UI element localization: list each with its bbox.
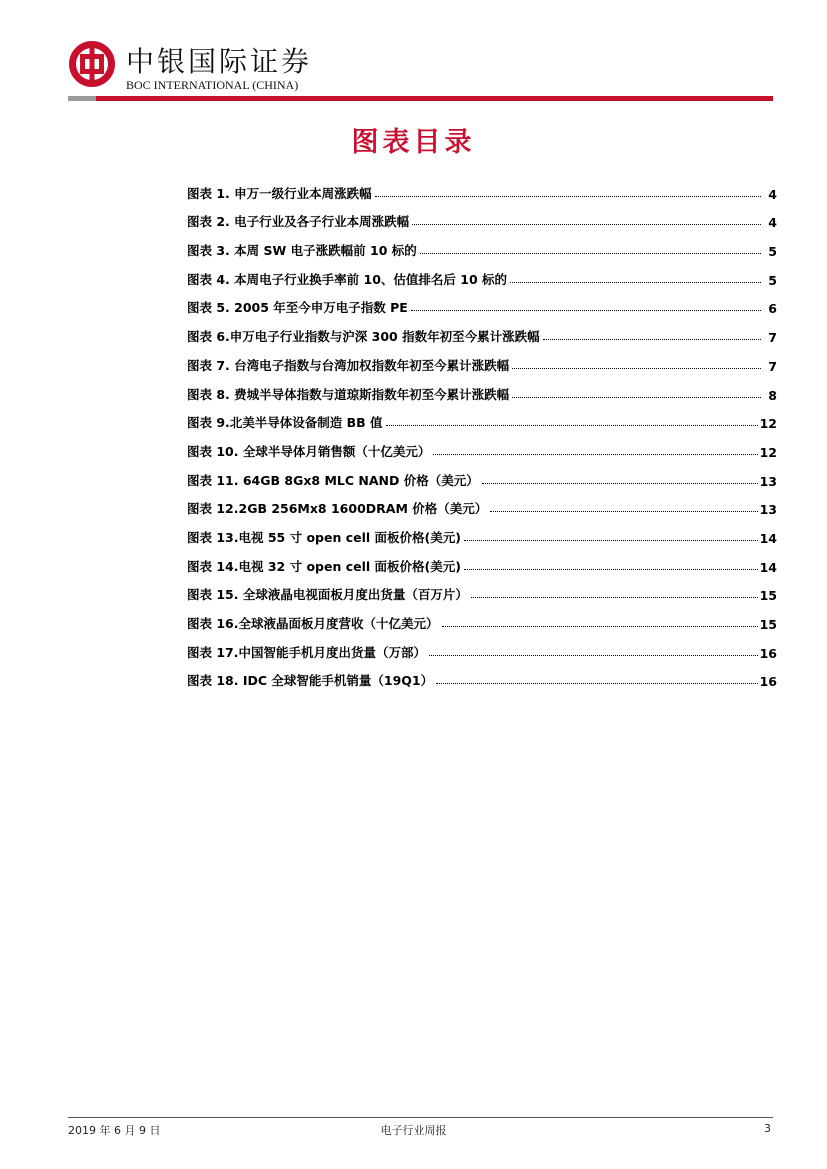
toc-dot-leader [512, 368, 761, 369]
toc-row-label[interactable]: 图表 7. 台湾电子指数与台湾加权指数年初至今累计涨跌幅 [187, 357, 510, 373]
toc-dot-leader [412, 224, 761, 225]
toc-row[interactable] [187, 403, 777, 432]
toc-dot-leader [512, 397, 761, 398]
toc-dot-leader [464, 540, 758, 541]
toc-row-page[interactable]: 13 [759, 473, 777, 489]
table-of-figures [187, 173, 777, 689]
toc-row-label[interactable]: 图表 18. IDC 全球智能手机销量（19Q1） [187, 673, 434, 689]
toc-row-page[interactable]: 12 [759, 416, 777, 432]
toc-row-label[interactable]: 图表 15. 全球液晶电视面板月度出货量（百万片） [187, 587, 468, 603]
toc-row[interactable] [187, 489, 777, 518]
toc-row-label[interactable]: 图表 3. 本周 SW 电子涨跌幅前 10 标的 [187, 243, 417, 259]
toc-row-page[interactable]: 5 [768, 244, 777, 260]
toc-row[interactable] [187, 632, 777, 661]
header-rule-red [96, 96, 773, 101]
toc-row-label[interactable]: 图表 1. 申万一级行业本周涨跌幅 [187, 185, 372, 201]
toc-dot-leader [510, 282, 761, 283]
toc-row-page[interactable]: 15 [759, 617, 777, 632]
toc-dot-leader [386, 425, 758, 426]
toc-row-page[interactable]: 16 [759, 674, 777, 690]
toc-dot-leader [420, 253, 761, 254]
toc-dot-leader [482, 483, 758, 484]
toc-row[interactable] [187, 575, 777, 604]
toc-row[interactable] [187, 230, 777, 259]
toc-dot-leader [442, 626, 758, 627]
toc-row[interactable] [187, 603, 777, 632]
toc-row[interactable] [187, 259, 777, 288]
toc-row-page[interactable]: 5 [768, 272, 777, 288]
toc-row-label[interactable]: 图表 10. 全球半导体月销售额（十亿美元） [187, 443, 431, 459]
page-title: 图表目录 [351, 127, 476, 158]
toc-row-page[interactable]: 4 [768, 186, 777, 202]
toc-row[interactable] [187, 374, 777, 403]
toc-dot-leader [375, 196, 761, 197]
toc-row-label[interactable]: 图表 13.电视 55 寸 open cell 面板价格(美元) [187, 529, 461, 545]
toc-row[interactable] [187, 661, 777, 690]
toc-row-label[interactable]: 图表 8. 费城半导体指数与道琼斯指数年初至今累计涨跌幅 [187, 386, 510, 402]
toc-row-label[interactable]: 图表 17.中国智能手机月度出货量（万部） [187, 644, 426, 660]
toc-dot-leader [411, 310, 761, 311]
footer-page-number: 3 [764, 1122, 771, 1135]
toc-row-page[interactable]: 12 [759, 444, 777, 460]
bank-of-china-logo-icon [68, 40, 116, 88]
toc-row-page[interactable]: 16 [759, 645, 777, 661]
header-rule [68, 96, 773, 101]
toc-row-label[interactable]: 图表 14.电视 32 寸 open cell 面板价格(美元) [187, 558, 461, 574]
toc-row-page[interactable]: 14 [759, 530, 777, 546]
toc-row-label[interactable]: 图表 5. 2005 年至今申万电子指数 PE [187, 300, 408, 316]
toc-row[interactable] [187, 202, 777, 231]
toc-row-page[interactable]: 13 [759, 502, 777, 518]
toc-row-label[interactable]: 图表 9.北美半导体设备制造 BB 值 [187, 415, 383, 431]
toc-dot-leader [433, 454, 757, 455]
brand-name-cn: 中银国际证券 [126, 45, 313, 78]
toc-row-page[interactable]: 4 [768, 215, 777, 231]
toc-row-page[interactable]: 7 [768, 358, 777, 374]
toc-dot-leader [464, 569, 758, 570]
toc-dot-leader [429, 655, 758, 656]
toc-row[interactable] [187, 431, 777, 460]
toc-row[interactable] [187, 546, 777, 575]
toc-dot-leader [436, 683, 757, 684]
toc-row-label[interactable]: 图表 2. 电子行业及各子行业本周涨跌幅 [187, 214, 410, 230]
toc-row-label[interactable]: 图表 11. 64GB 8Gx8 MLC NAND 价格（美元） [187, 472, 479, 488]
toc-row-label[interactable]: 图表 6.申万电子行业指数与沪深 300 指数年初至今累计涨跌幅 [187, 329, 540, 345]
toc-row-page[interactable]: 8 [768, 387, 777, 403]
toc-row-page[interactable]: 7 [768, 330, 777, 346]
toc-row-label[interactable]: 图表 12.2GB 256Mx8 1600DRAM 价格（美元） [187, 501, 488, 517]
toc-dot-leader [543, 339, 761, 340]
toc-dot-leader [490, 511, 757, 512]
toc-row[interactable] [187, 460, 777, 489]
brand-name-en: BOC INTERNATIONAL (CHINA) [126, 78, 299, 92]
toc-row-label[interactable]: 图表 16.全球液晶面板月度营收（十亿美元） [187, 616, 439, 631]
toc-row[interactable] [187, 173, 777, 202]
toc-row-page[interactable]: 15 [759, 588, 777, 604]
toc-dot-leader [471, 597, 758, 598]
toc-row[interactable] [187, 316, 777, 345]
toc-row-label[interactable]: 图表 4. 本周电子行业换手率前 10、估值排名后 10 标的 [187, 271, 507, 287]
toc-row-page[interactable]: 14 [759, 559, 777, 575]
footer-date: 2019 年 6 月 9 日 [68, 1124, 161, 1137]
toc-row[interactable] [187, 345, 777, 374]
footer-rule [68, 1117, 773, 1118]
header-rule-gray [68, 96, 96, 101]
footer-report-name: 电子行业周报 [380, 1124, 447, 1137]
toc-row-page[interactable]: 6 [768, 301, 777, 317]
toc-row[interactable] [187, 517, 777, 546]
toc-row[interactable] [187, 288, 777, 317]
